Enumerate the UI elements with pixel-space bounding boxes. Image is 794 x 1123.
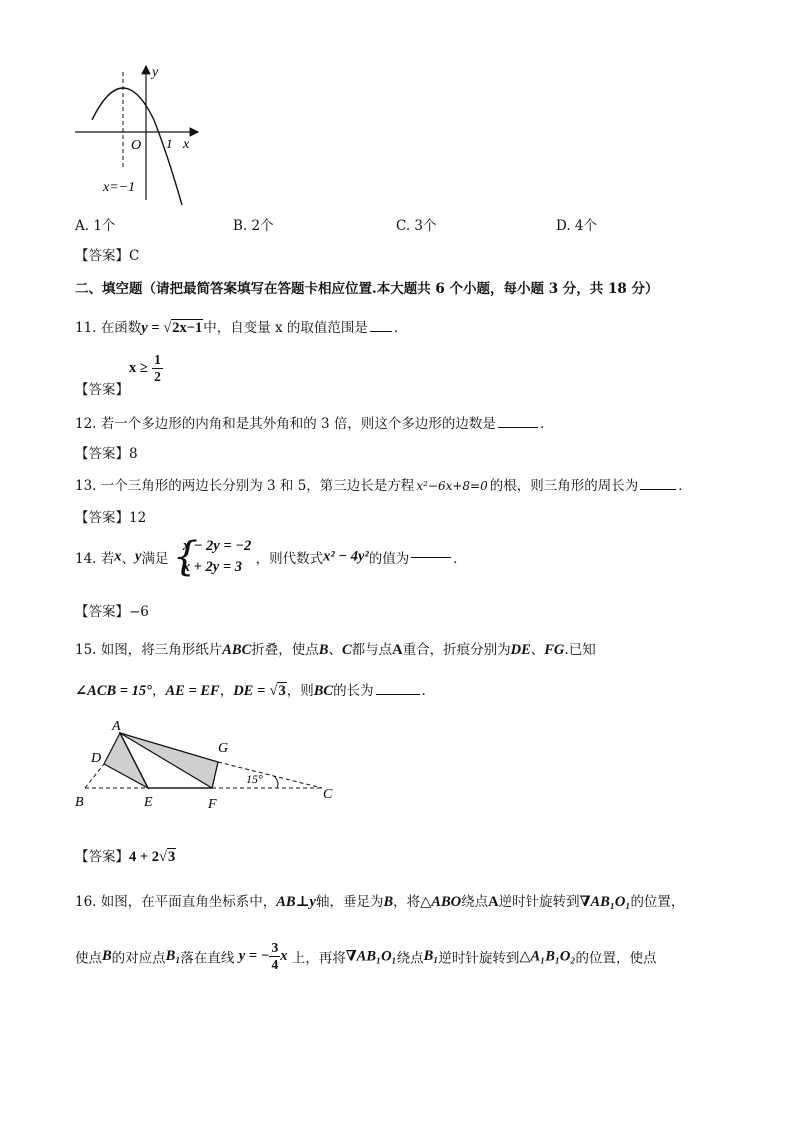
answer-tag: 【答案】: [75, 248, 129, 264]
option-c: C. 3个: [396, 218, 437, 234]
answer-tag: 【答案】: [75, 604, 129, 620]
q14-system: { x − 2y = −2 x + 2y = 3: [172, 534, 252, 580]
svg-text:G: G: [218, 741, 229, 756]
answer-14: 【答案】−6: [75, 604, 149, 620]
label-y: y: [152, 65, 159, 80]
answer-15: 【答案】4 + 2√3: [75, 849, 176, 865]
svg-text:15°: 15°: [246, 772, 263, 786]
q11-text2: 中，自变量 x 的取值范围是: [203, 320, 368, 336]
svg-text:E: E: [144, 795, 153, 810]
question-16-line2: 使点B的对应点B₁落在直线 y = − $\frac{3}{4}$ x 上，再将∇AB₁O₁绕点B₁逆时针旋转到△A₁B₁O₂的位置，使点: [75, 940, 657, 972]
q14-blank[interactable]: [411, 556, 451, 558]
label-origin: O: [131, 138, 142, 153]
q11-blank[interactable]: [370, 330, 392, 332]
answer-tag: 【答案】: [75, 849, 129, 865]
option-d: D. 4个: [556, 218, 598, 234]
answer-tag: 【答案】: [75, 382, 129, 398]
question-13: 13. 一个三角形的两边长分别为 3 和 5，第三边长是方程 x²−6x+8=0 的根，则三角形的周长为 ．: [75, 478, 692, 494]
answer-10: [75, 244, 139, 264]
answer-tag: 【答案】: [75, 446, 129, 462]
section-heading: 二、填空题（请把最简答案填写在答题卡相应位置.本大题共 6 个小题，每小题 3 分，共 18 分）: [75, 281, 659, 297]
svg-text:D: D: [91, 751, 102, 766]
q16-slope-fraction: $\frac{3}{4}$: [271, 940, 279, 972]
q13-blank[interactable]: [640, 488, 676, 490]
svg-text:C: C: [323, 787, 333, 802]
q11-formula: y = √2x−1: [141, 320, 203, 336]
svg-text:A: A: [112, 719, 121, 734]
question-15-line2: ∠ACB = 15°，AE = EF，DE = √3，则BC的长为 ．: [75, 683, 436, 699]
answer-13: 【答案】12: [75, 510, 147, 526]
q11-answer-fraction: $\frac{1}{2}$: [154, 352, 161, 384]
question-14: 14. 若x、y满足 { x − 2y = −2 x + 2y = 3 ，则代数式x² − 4y²的值为 ．: [75, 534, 467, 580]
label-axis-eq: x=−1: [103, 180, 136, 195]
question-12: 12. 若一个多边形的内角和是其外角和的 3 倍，则这个多边形的边数是 ．: [75, 416, 554, 432]
option-b: B. 2个: [233, 218, 274, 234]
question-11: 11. 在函数y = √2x−1中，自变量 x 的取值范围是 ．: [75, 320, 408, 336]
label-x: x: [183, 137, 190, 152]
q11-text: 11. 在函数: [75, 320, 142, 336]
angle-arc: [274, 776, 278, 788]
question-16-line1: 16. 如图，在平面直角坐标系中，AB⊥y轴，垂足为B，将△ABO绕点A逆时针旋转到∇AB₁O₁的位置，: [75, 894, 685, 910]
seg-bd-dashed: [85, 764, 104, 788]
svg-text:F: F: [208, 797, 217, 812]
q12-blank[interactable]: [498, 426, 538, 428]
parabola-figure: [70, 60, 210, 210]
q13-equation: x²−6x+8=0: [416, 479, 488, 493]
answer-tag: 【答案】: [75, 510, 129, 526]
q14-expression: x² − 4y²: [323, 548, 369, 565]
question-15-line1: 15. 如图，将三角形纸片ABC折叠，使点B、C都与点A重合，折痕分别为DE、FG.已知: [75, 642, 596, 658]
seg-gc-dashed: [218, 762, 322, 788]
option-a: A. 1个: [75, 218, 116, 234]
q11-answer-lhs: x ≥: [129, 360, 148, 376]
answer-11: [75, 352, 163, 398]
svg-text:B: B: [75, 795, 84, 810]
label-one: 1: [166, 136, 173, 151]
triangle-figure: [70, 718, 340, 818]
q15-blank[interactable]: [376, 693, 420, 695]
answer-value: C: [129, 248, 140, 264]
answer-12: 【答案】8: [75, 446, 138, 462]
